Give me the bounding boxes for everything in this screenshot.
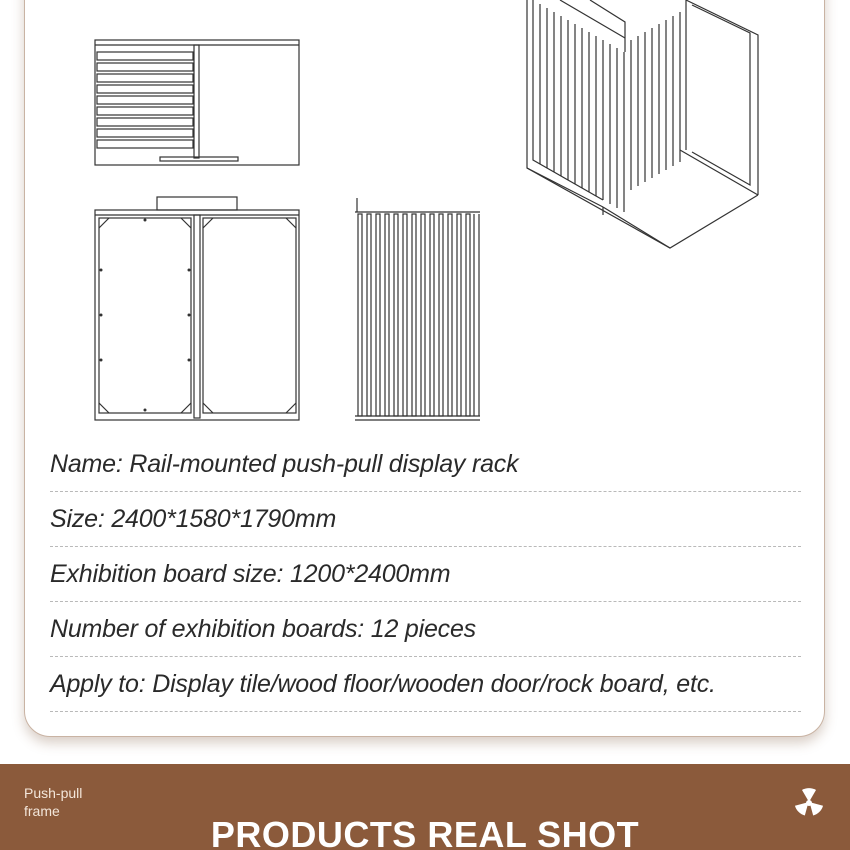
spec-row-apply-to	[50, 657, 801, 712]
section-banner	[0, 764, 850, 850]
side-view-drawing	[355, 198, 480, 420]
spec-board-count-text: Number of exhibition boards: 12 pieces	[50, 614, 476, 643]
isometric-view-drawing	[527, 0, 758, 248]
spec-size-text: Size: 2400*1580*1790mm	[50, 504, 337, 533]
spec-board-size-text: Exhibition board size: 1200*2400mm	[50, 559, 451, 588]
spec-apply-to-text: Apply to: Display tile/wood floor/wooden door/rock board, etc.	[50, 669, 716, 698]
spec-row-name	[50, 437, 801, 492]
spec-list	[50, 437, 801, 712]
spec-name-text: Name: Rail-mounted push-pull display rack	[50, 449, 519, 478]
fan-icon	[789, 784, 829, 824]
banner-subtitle: Push-pull frame	[24, 785, 83, 819]
banner-title: PRODUCTS REAL SHOT	[210, 814, 640, 850]
spec-row-board-count	[50, 602, 801, 657]
top-view-drawing	[95, 40, 299, 165]
spec-row-size	[50, 492, 801, 547]
front-view-drawing	[95, 197, 299, 420]
spec-row-board-size	[50, 547, 801, 602]
